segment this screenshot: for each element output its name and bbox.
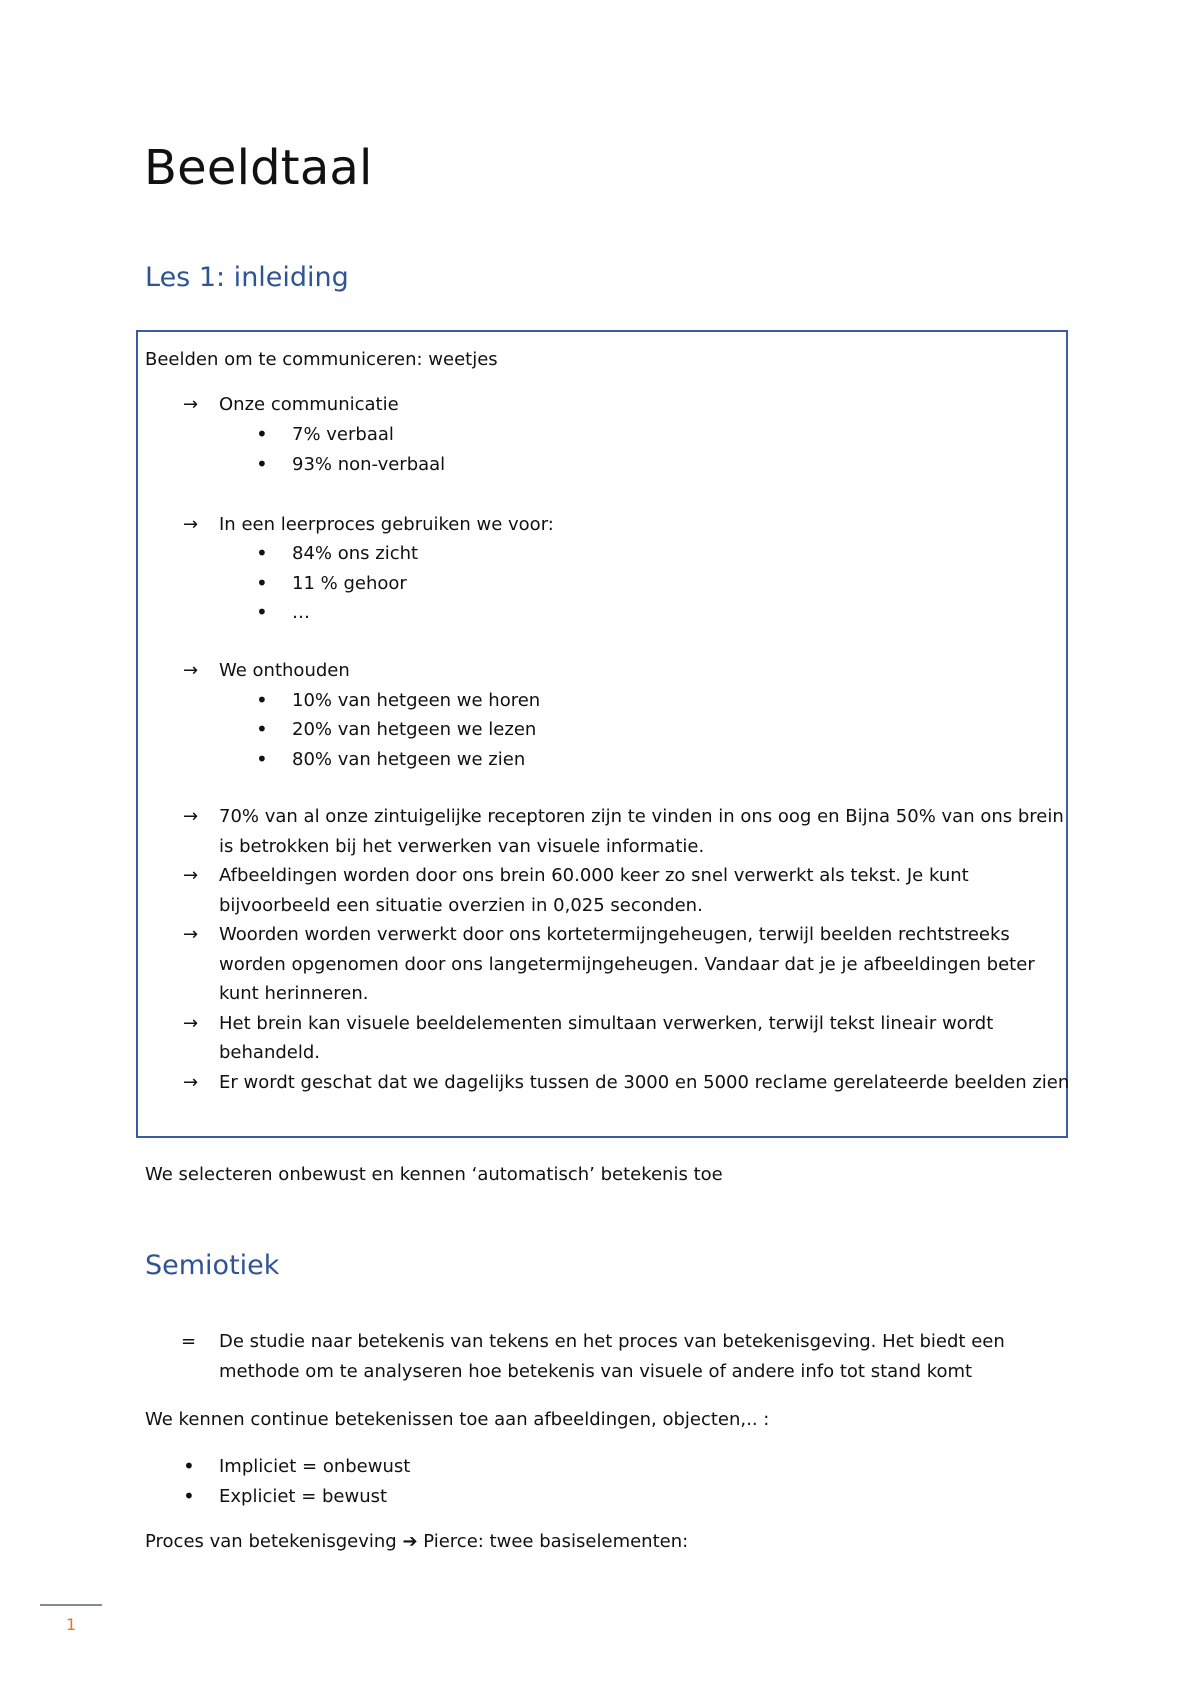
bullet-icon: • <box>256 600 268 624</box>
bullet-icon: • <box>256 688 268 712</box>
document-title: Beeldtaal <box>144 140 373 196</box>
heading-semiotiek: Semiotiek <box>145 1250 280 1281</box>
page-number: 1 <box>66 1615 77 1634</box>
bullet-icon: • <box>256 747 268 771</box>
fact-continuation: bijvoorbeeld een situatie overzien in 0,025 seconden. <box>219 895 703 916</box>
equals-icon: = <box>181 1331 197 1352</box>
fact-continuation: is betrokken bij het verwerken van visuele informatie. <box>219 836 705 857</box>
arrow-icon: → <box>183 394 199 415</box>
arrow-icon: → <box>183 924 199 945</box>
process-line: Proces van betekenisgeving ➔ Pierce: twee basiselementen: <box>145 1531 689 1552</box>
bold-arrow-icon: ➔ <box>402 1531 418 1552</box>
bullet-icon: • <box>256 422 268 446</box>
after-box-text: We selecteren onbewust en kennen ‘automatisch’ betekenis toe <box>145 1164 723 1185</box>
fact-continuation: behandeld. <box>219 1042 320 1063</box>
fact-continuation: kunt herinneren. <box>219 983 369 1004</box>
box-intro: Beelden om te communiceren: weetjes <box>145 349 498 370</box>
continuous-text: We kennen continue betekenissen toe aan afbeeldingen, objecten,.. : <box>145 1409 770 1430</box>
arrow-icon: → <box>183 865 199 886</box>
fact-continuation: worden opgenomen door ons langetermijngeheugen. Vandaar dat je je afbeeldingen beter <box>219 954 1035 975</box>
footer-divider <box>40 1604 102 1606</box>
bullet-icon: • <box>256 571 268 595</box>
arrow-icon: → <box>183 660 199 681</box>
document-page: Beeldtaal Les 1: inleiding Beelden om te communiceren: weetjes → Onze communicatie • 7% verbaal • 93% non-verbaal → In een leerproces gebruiken we voor: • 84% ons zicht • 11 % gehoor • … → We onthouden • 10% van hetgeen we horen • 20% van hetgeen we lezen • 80% van hetgeen we zien → 70% van al onze zintuigelijke receptoren zijn te vinden in ons oog en Bijna 50% van ons brein is betrokken bij het verwerken van visuele informatie. → Afbeeldingen worden door ons brein 60.000 keer zo snel verwerkt als tekst. Je kunt bijvoorbeeld een situatie overzien in 0,025 seconden. → Woorden worden verwerkt door ons kortetermijngeheugen, terwijl beelden rechtstreeks worden opgenomen door ons langetermijngeheugen. Vandaar dat je je afbeeldingen beter kunt herinneren. → Het brein kan visuele beeldelementen simultaan verwerken, terwijl tekst lineair wordt behandeld. → Er wordt geschat dat we dagelijks tussen de 3000 en 5000 reclame gerelateerde beelden zien We selecteren onbewust en kennen ‘automatisch’ betekenis toe Semiotiek = De studie naar betekenis van tekens en het proces van betekenisgeving. Het biedt een methode om te analyseren hoe betekenis van visuele of andere info tot stand komt We kennen continue betekenissen toe aan afbeeldingen, objecten,.. : • Impliciet = onbewust • Expliciet = bewust Proces van betekenisgeving ➔ Pierce: twee basiselementen: 1 <box>0 0 1200 1698</box>
bullet-icon: • <box>183 1484 195 1508</box>
bullet-icon: • <box>256 541 268 565</box>
definition-continuation: methode om te analyseren hoe betekenis van visuele of andere info tot stand komt <box>219 1361 973 1382</box>
bullet-icon: • <box>183 1454 195 1478</box>
arrow-icon: → <box>183 1013 199 1034</box>
bullet-icon: • <box>256 452 268 476</box>
arrow-icon: → <box>183 1072 199 1093</box>
heading-les-1: Les 1: inleiding <box>145 262 349 293</box>
bullet-icon: • <box>256 717 268 741</box>
arrow-icon: → <box>183 514 199 535</box>
arrow-icon: → <box>183 806 199 827</box>
